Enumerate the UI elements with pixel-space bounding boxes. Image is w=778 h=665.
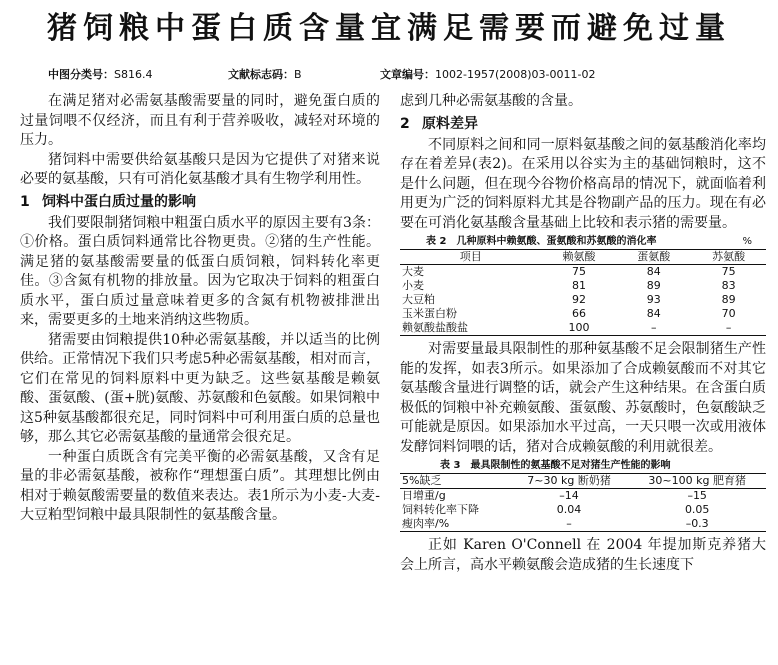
deficiency-table (400, 473, 766, 532)
paragraph: 对需要量最具限制性的那种氨基酸不足会限制猪生产性能的发挥，如表3所示。如果添加了合成赖氨酸而不对其它氨基酸含量进行调整的话，就会产生这种结果。在含蛋白质极低的饲粮中补充赖氨酸、蛋氨酸、苏氨酸时，色氨酸缺乏可能就是原因。如果添加水平过高，一天只喂一次或用液体发酵饲料饲喂的话，猪对合成赖氨酸的利用就很差。 (400, 341, 766, 455)
table-row: 小麦 81 89 83 (402, 279, 736, 292)
article-meta (0, 66, 778, 84)
right-column (400, 92, 766, 575)
table-header: 赖氨酸 (542, 250, 617, 265)
table-row: 大麦 75 84 75 (402, 265, 736, 278)
table-row: 玉米蛋白粉 66 84 70 (402, 307, 736, 320)
table-header: 7~30 kg 断奶猪 (510, 474, 629, 489)
clc-number: 中图分类号：S816.4 (48, 68, 153, 81)
table-header: 蛋氨酸 (616, 250, 691, 265)
table-row: 饲料转化率下降 0.04 0.05 (402, 503, 710, 516)
paragraph: 猪需要由饲粮提供10种必需氨基酸，并以适当的比例供给。正常情况下我们只考虑5种必需氨基酸，相对而言，它们在常见的饲料原料中更为缺乏。这些氨基酸是赖氨酸、蛋氨酸、(蛋+胱)氨酸、苏氨酸和色氨酸。如果饲粮中这5种氨基酸都很充足，同时饲料中可利用蛋白质的总量也够，那么其它必需氨基酸的量通常会很充足。 (20, 331, 380, 445)
paragraph: 正如 Karen O'Connell 在 2004 年提加斯克养猪大会上所言，高水平赖氨酸会造成猪的生长速度下 (400, 537, 766, 573)
table-header: 30~100 kg 肥育猪 (628, 474, 766, 489)
table-row: 赖氨酸盐酸盐 100 – – (400, 321, 766, 336)
digestibility-table (400, 249, 766, 336)
paragraph: 我们要限制猪饲粮中粗蛋白质水平的原因主要有3条：①价格。蛋白质饲料通常比谷物更贵。②猪的生产性能。满足猪的氨基酸需要量的低蛋白质饲粮，饲料转化率更佳。③含氮有机物的排放量。因为它取决于饲料的粗蛋白质水平，蛋白质过量意味着更多的含氮有机物被排泄出来，需要更多的土地来消纳这些物质。 (20, 214, 380, 328)
table-header: 苏氨酸 (691, 250, 766, 265)
table-row: 日增重/g –14 –15 (402, 489, 707, 502)
section-heading: 1 饲料中蛋白质过量的影响 (20, 193, 196, 210)
table-row: 瘦肉率/% – –0.3 (400, 517, 766, 532)
article-number: 文章编号：1002-1957(2008)03-0011-02 (380, 68, 596, 81)
document-code: 文献标志码：B (228, 68, 302, 81)
table-caption: 表 2 几种原料中赖氨酸、蛋氨酸和苏氨酸的消化率 % (426, 236, 752, 247)
article-title: 猪饲粮中蛋白质含量宜满足需要而避免过量 (47, 11, 731, 46)
table-row: 大豆粕 92 93 89 (402, 293, 736, 306)
paragraph: 在满足猪对必需氨基酸需要量的同时，避免蛋白质的过量饲喂不仅经济，而且有利于营养吸收，减轻对环境的压力。 (20, 93, 380, 148)
table-header: 5%缺乏 (400, 474, 510, 489)
table-unit: % (742, 236, 752, 247)
paragraph: 虑到几种必需氨基酸的含量。 (400, 93, 582, 109)
table-caption: 表 3 最具限制性的氨基酸不足对猪生产性能的影响 (440, 460, 671, 471)
paragraph: 一种蛋白质既含有完美平衡的必需氨基酸，又含有足量的非必需氨基酸，被称作“理想蛋白质”。其理想比例由相对于赖氨酸需要量的数值来表达。表1所示为小麦-大麦-大豆粕型饲粮中最具限制性的氨基酸含量。 (20, 448, 380, 523)
table-header: 项目 (400, 250, 542, 265)
left-column (20, 92, 380, 526)
section-heading: 2 原料差异 (400, 115, 478, 132)
paragraph: 猪饲料中需要供给氨基酸只是因为它提供了对猪来说必要的氨基酸，只有可消化氨基酸才具有生物学利用性。 (20, 151, 380, 187)
paragraph: 不同原料之间和同一原料氨基酸之间的氨基酸消化率均存在着差异(表2)。在采用以谷实为主的基础饲粮时，这不是什么问题，但在现今谷物价格高昂的情况下，就面临着利用更为广泛的饲料原料尤其是谷物副产品的压力。现在有必要在可消化氨基酸含量基础上比较和表示猪的需要量。 (400, 136, 766, 231)
